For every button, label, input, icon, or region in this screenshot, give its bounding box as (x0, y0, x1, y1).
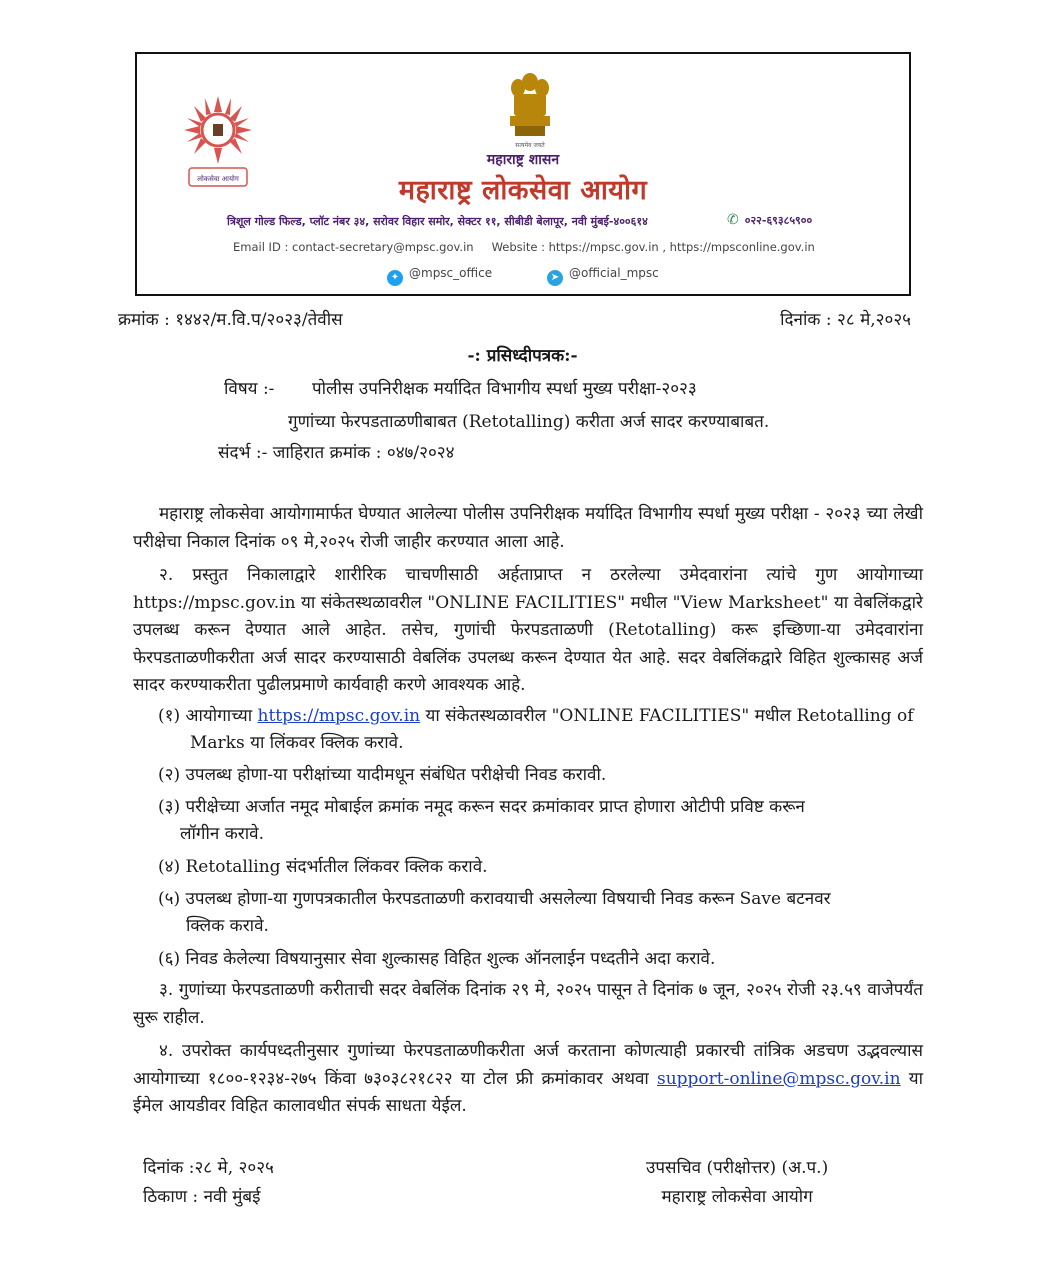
twitter-handle[interactable]: ✦ @mpsc_office (387, 266, 492, 286)
svg-text:सत्यमेव जयते: सत्यमेव जयते (515, 142, 545, 149)
telegram-handle[interactable]: ➤ @official_mpsc (547, 266, 659, 286)
website-links[interactable]: Website : https://mpsc.gov.in , https://mpsconline.gov.in (491, 240, 815, 254)
phone-number: ✆ ०२२-६९३८५९०० (727, 212, 813, 228)
svg-text:लोकसेवा आयोग: लोकसेवा आयोग (197, 175, 239, 183)
step-3: (३) परीक्षेच्या अर्जात नमूद मोबाईल क्रमांक नमूद करून सदर क्रमांकावर प्राप्त होणारा ओटीपी प्रविष्ट करून लॉगीन करावे. (158, 797, 805, 844)
signature-date-place (143, 1154, 274, 1212)
subject-block (224, 373, 769, 439)
signatory-organization: महाराष्ट्र लोकसेवा आयोग (661, 1187, 813, 1207)
subject-line-1: पोलीस उपनिरीक्षक मर्यादित विभागीय स्पर्धा मुख्य परीक्षा-२०२३ (312, 379, 697, 399)
paragraph-3: ३. गुणांच्या फेरपडताळणी करीताची सदर वेबलिंक दिनांक २९ मे, २०२५ पासून ते दिनांक ७ जून, २०२५ रोजी २३.५९ वाजेपर्यंत सुरू राहील. (133, 980, 923, 1028)
mpsc-website-link[interactable]: https://mpsc.gov.in (257, 706, 421, 726)
paragraph-1: महाराष्ट्र लोकसेवा आयोगामार्फत घेण्यात आलेल्या पोलीस उपनिरीक्षक मर्यादित विभागीय स्पर्धा मुख्य परीक्षा - २०२३ च्या लेखी परीक्षेचा निकाल दिनांक ०९ मे,२०२५ रोजी जाहीर करण्यात आला आहे. (133, 504, 923, 552)
step-2: (२) उपलब्ध होणा-या परीक्षांच्या यादीमधून संबंधित परीक्षेची निवड करावी. (158, 765, 607, 785)
subject-label: विषय :- (224, 379, 275, 399)
issue-date: दिनांक :२८ मे, २०२५ (143, 1158, 274, 1178)
signatory-designation: उपसचिव (परीक्षोत्तर) (अ.प.) (646, 1158, 829, 1178)
issue-place: ठिकाण : नवी मुंबई (143, 1187, 261, 1207)
step-5: (५) उपलब्ध होणा-या गुणपत्रकातील फेरपडताळणी करावयाची असलेल्या विषयाची निवड करून Save बटनवर क्लिक करावे. (158, 889, 831, 936)
step-4: (४) Retotalling संदर्भातील लिंकवर क्लिक करावे. (158, 857, 488, 877)
phone-icon: ✆ (727, 212, 739, 228)
advertisement-reference: संदर्भ :- जाहिरात क्रमांक : ०४७/२०२४ (218, 443, 455, 463)
twitter-icon: ✦ (387, 270, 403, 286)
paragraph-2: २. प्रस्तुत निकालाद्वारे शारीरिक चाचणीसाठी अर्हताप्राप्त न ठरलेल्या उमेदवारांना त्यांचे गुण आयोगाच्या https://mpsc.gov.in या संकेतस्थळावरील "ONLINE FACILITIES" मधील "View Marksheet" या वेबलिंकद्वारे उपलब्ध करून देण्यात आले आहेत. तसेच, गुणांची फेरपडताळणी (Retotalling) करू इच्छिणा-या उमेदवारांना फेरपडताळणीकरीता अर्ज सादर करण्यासाठी वेबलिंक उपलब्ध करून देण्यात येत आहे. सदर वेबलिंकद्वारे विहित शुल्कासह अर्ज सादर करण्याकरीता पुढीलप्रमाणे कार्यवाही करणे आवश्यक आहे. (133, 565, 923, 695)
step-6: (६) निवड केलेल्या विषयानुसार सेवा शुल्कासह विहित शुल्क ऑनलाईन पध्दतीने अदा करावे. (158, 949, 716, 969)
subject-line-2: गुणांच्या फेरपडताळणीबाबत (Retotalling) करीता अर्ज सादर करण्याबाबत. (288, 412, 770, 432)
reference-number: क्रमांक : १४४२/म.वि.प/२०२३/तेवीस (118, 310, 343, 330)
national-emblem-icon (505, 68, 555, 150)
office-address: त्रिशूल गोल्ड फिल्ड, प्लॉट नंबर ३४, सरोवर विहार समोर, सेक्टर ११, सीबीडी बेलापूर, नवी मुंबई-४००६१४ (227, 215, 648, 228)
government-name: महाराष्ट्र शासन (486, 152, 560, 168)
support-email-link[interactable]: support-online@mpsc.gov.in (656, 1068, 901, 1089)
telegram-icon: ➤ (547, 270, 563, 286)
letterhead (135, 52, 911, 296)
step-1: (१) आयोगाच्या https://mpsc.gov.in या संकेतस्थळावरील "ONLINE FACILITIES" मधील Retotalling of Marks या लिंकवर क्लिक करावे. (158, 706, 914, 753)
email-contact[interactable]: Email ID : contact-secretary@mpsc.gov.in (233, 240, 474, 254)
commission-title: महाराष्ट्र लोकसेवा आयोग (398, 175, 648, 206)
reference-date: दिनांक : २८ मे,२०२५ (780, 310, 911, 330)
paragraph-4: ४. उपरोक्त कार्यपध्दतीनुसार गुणांच्या फेरपडताळणीकरीता अर्ज करताना कोणत्याही प्रकारची तांत्रिक अडचण उद्भवल्यास आयोगाच्या १८००-१२३४-२७५ किंवा ७३०३८२१८२२ या टोल फ्री क्रमांकावर अथवा support-online@mpsc.gov.in या ईमेल आयडीवर विहित कालावधीत संपर्क साधता येईल. (133, 1041, 924, 1116)
signatory-block (646, 1154, 828, 1212)
contact-line (233, 240, 815, 254)
notice-title: -: प्रसिध्दीपत्रक:- (467, 346, 578, 366)
